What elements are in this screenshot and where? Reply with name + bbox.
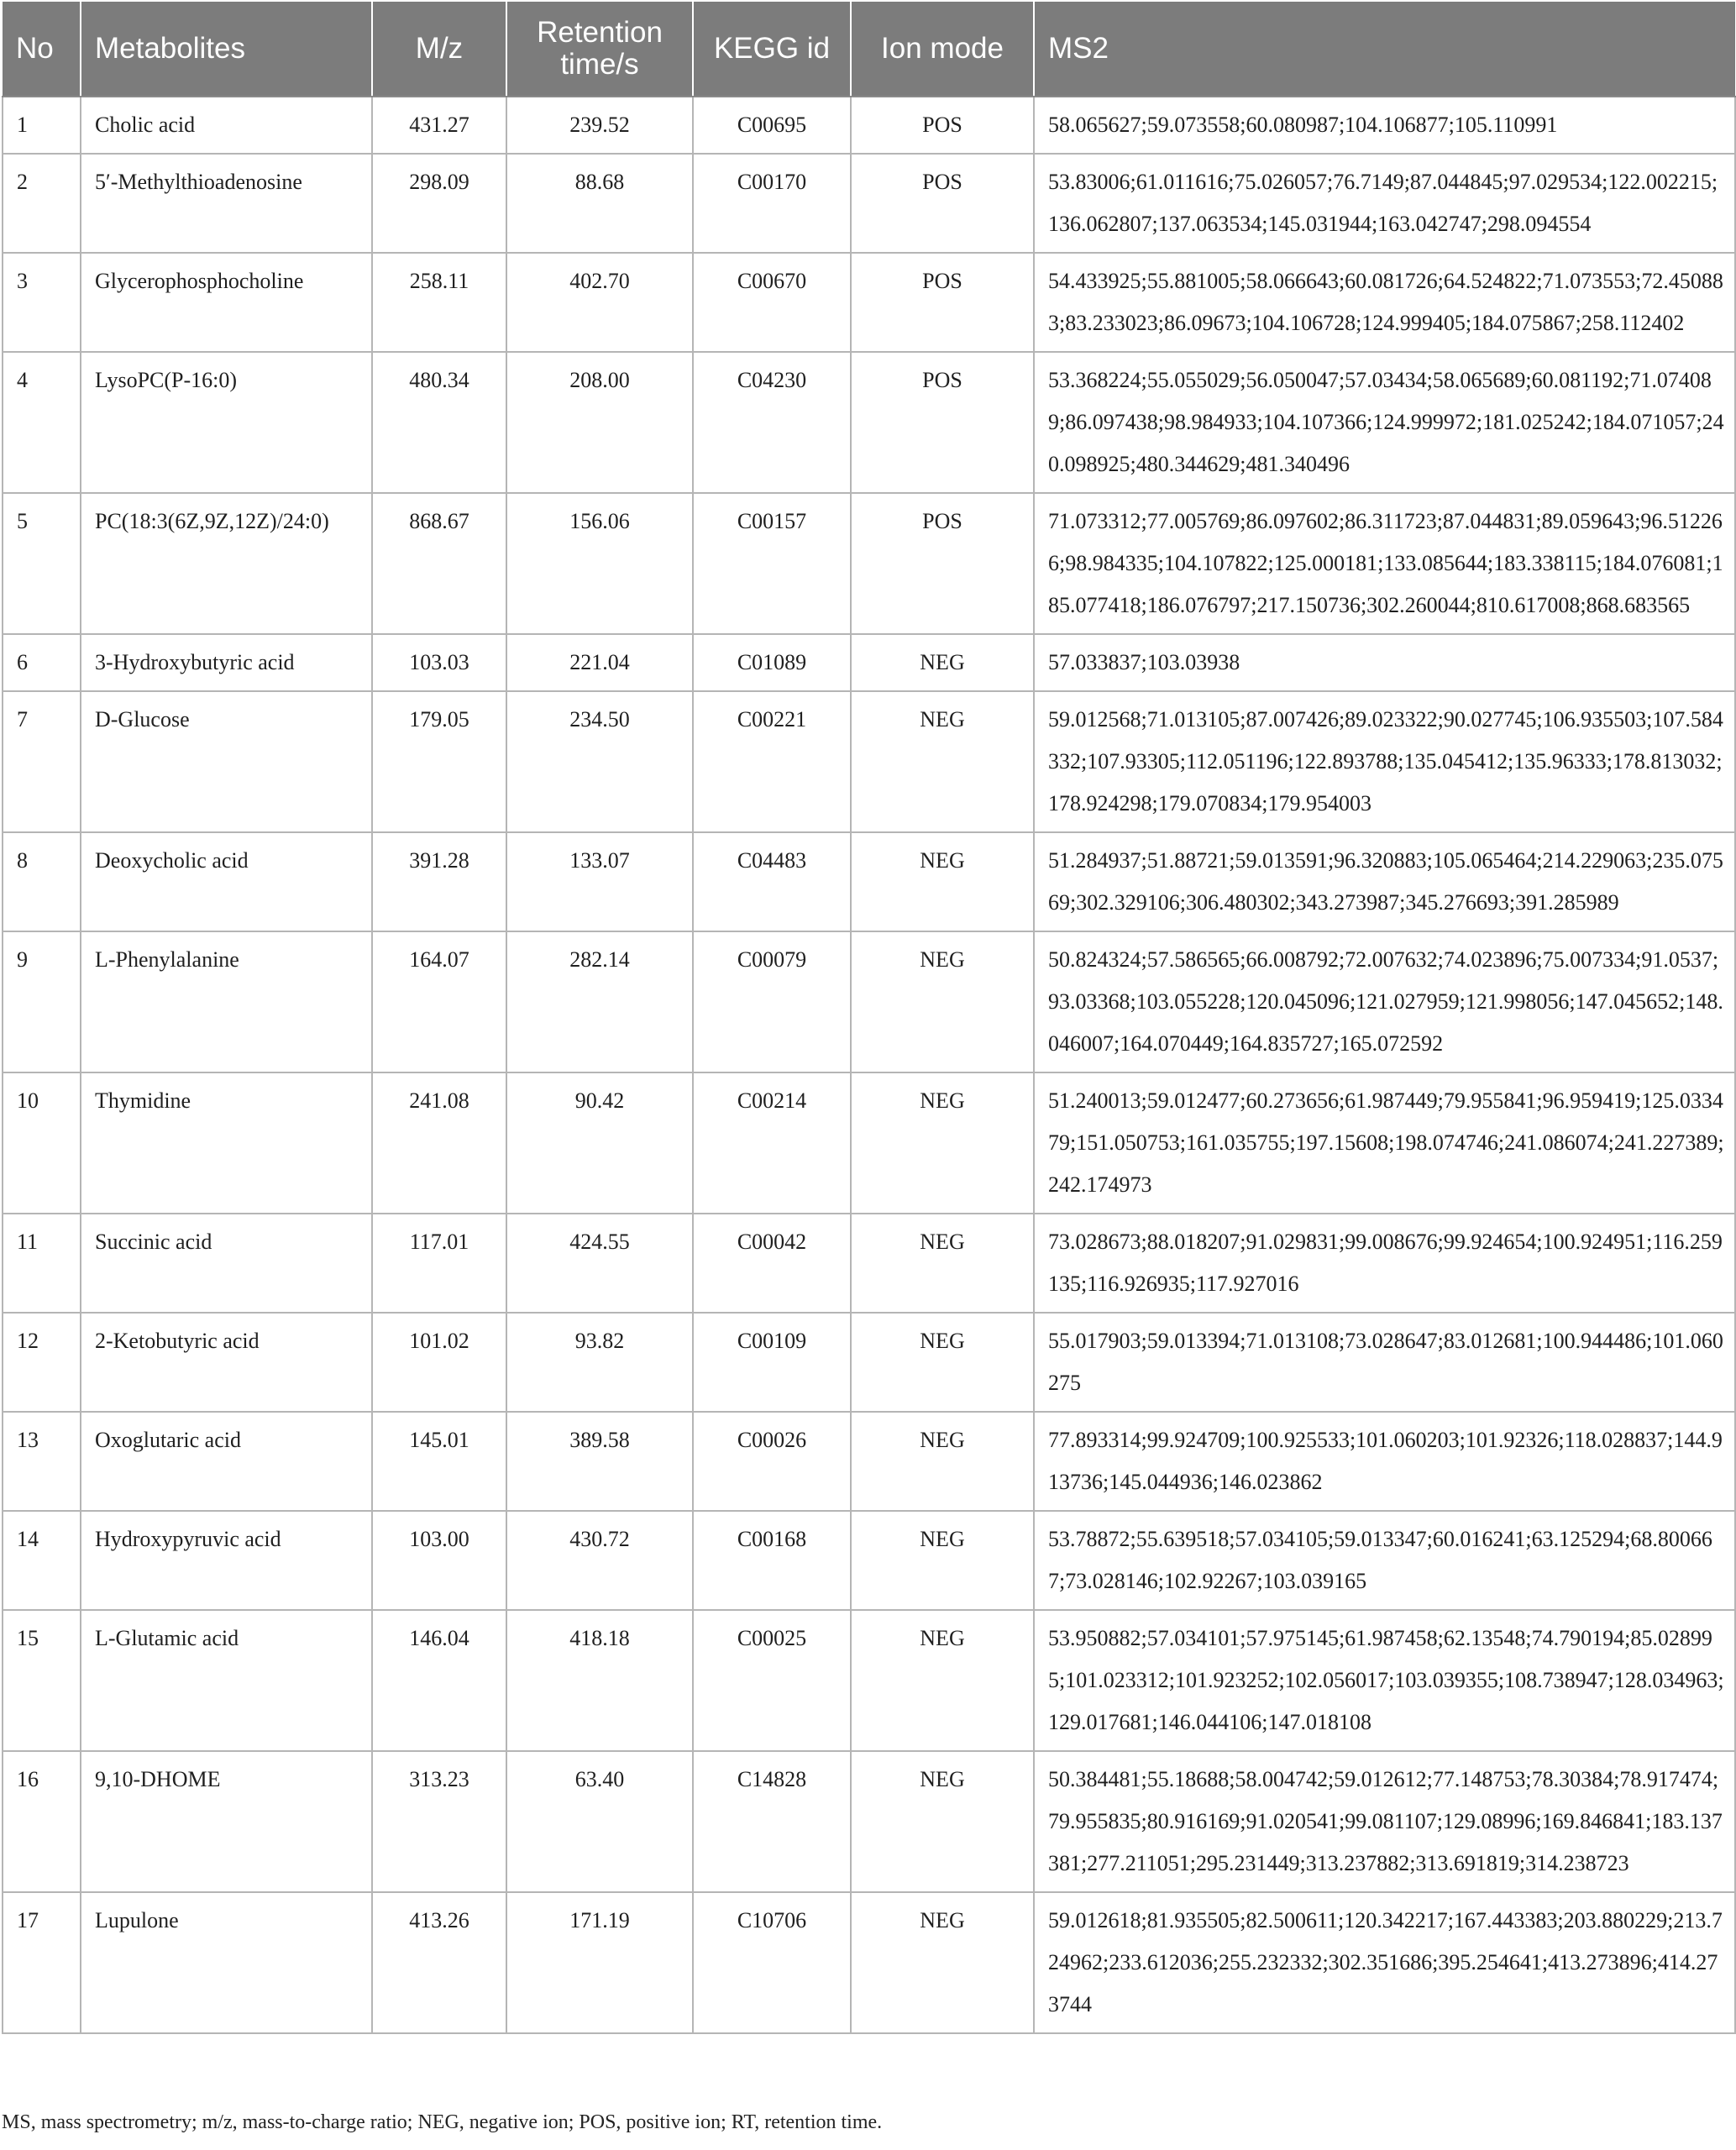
cell-ion-mode: NEG (851, 1412, 1034, 1511)
cell-retention-time: 171.19 (506, 1892, 693, 2033)
cell-no: 8 (3, 832, 81, 931)
cell-metabolite: Succinic acid (81, 1214, 372, 1313)
cell-metabolite: 3-Hydroxybutyric acid (81, 634, 372, 691)
cell-mz: 179.05 (372, 691, 506, 832)
cell-metabolite: Thymidine (81, 1072, 372, 1214)
table-row (3, 97, 1735, 154)
cell-metabolite: L-Phenylalanine (81, 931, 372, 1072)
cell-ion-mode: NEG (851, 832, 1034, 931)
table-body (3, 97, 1735, 2033)
cell-kegg-id: C00214 (693, 1072, 851, 1214)
header-no: No (3, 2, 81, 97)
header-row (3, 2, 1735, 97)
cell-kegg-id: C00109 (693, 1313, 851, 1412)
cell-mz: 241.08 (372, 1072, 506, 1214)
cell-kegg-id: C00670 (693, 253, 851, 352)
table-row (3, 1511, 1735, 1610)
cell-ms2: 59.012568;71.013105;87.007426;89.023322;90.027745;106.935503;107.584332;107.93305;112.051196;122.893788;135.045412;135.96333;178.813032;178.924298;179.070834;179.954003 (1034, 691, 1735, 832)
cell-retention-time: 424.55 (506, 1214, 693, 1313)
cell-metabolite: LysoPC(P-16:0) (81, 352, 372, 493)
cell-no: 7 (3, 691, 81, 832)
cell-retention-time: 133.07 (506, 832, 693, 931)
cell-mz: 313.23 (372, 1751, 506, 1892)
header-ms2: MS2 (1034, 2, 1735, 97)
cell-metabolite: PC(18:3(6Z,9Z,12Z)/24:0) (81, 493, 372, 634)
cell-retention-time: 430.72 (506, 1511, 693, 1610)
table-row (3, 1892, 1735, 2033)
cell-retention-time: 282.14 (506, 931, 693, 1072)
cell-mz: 164.07 (372, 931, 506, 1072)
cell-no: 17 (3, 1892, 81, 2033)
cell-ms2: 77.893314;99.924709;100.925533;101.060203;101.92326;118.028837;144.913736;145.044936;146.023862 (1034, 1412, 1735, 1511)
cell-kegg-id: C00695 (693, 97, 851, 154)
cell-no: 5 (3, 493, 81, 634)
cell-mz: 117.01 (372, 1214, 506, 1313)
cell-ion-mode: NEG (851, 1511, 1034, 1610)
cell-retention-time: 402.70 (506, 253, 693, 352)
cell-metabolite: D-Glucose (81, 691, 372, 832)
cell-mz: 258.11 (372, 253, 506, 352)
cell-kegg-id: C00157 (693, 493, 851, 634)
cell-ms2: 53.368224;55.055029;56.050047;57.03434;58.065689;60.081192;71.074089;86.097438;98.984933;104.107366;124.999972;181.025242;184.071057;240.098925;480.344629;481.340496 (1034, 352, 1735, 493)
cell-ms2: 51.240013;59.012477;60.273656;61.987449;79.955841;96.959419;125.033479;151.050753;161.035755;197.15608;198.074746;241.086074;241.227389;242.174973 (1034, 1072, 1735, 1214)
cell-no: 14 (3, 1511, 81, 1610)
cell-mz: 480.34 (372, 352, 506, 493)
table-row (3, 1610, 1735, 1751)
cell-ion-mode: NEG (851, 1751, 1034, 1892)
cell-ion-mode: NEG (851, 1610, 1034, 1751)
cell-mz: 431.27 (372, 97, 506, 154)
header-mz: M/z (372, 2, 506, 97)
cell-no: 10 (3, 1072, 81, 1214)
table-row (3, 1214, 1735, 1313)
cell-no: 4 (3, 352, 81, 493)
cell-metabolite: 2-Ketobutyric acid (81, 1313, 372, 1412)
cell-mz: 146.04 (372, 1610, 506, 1751)
cell-retention-time: 418.18 (506, 1610, 693, 1751)
cell-metabolite: Oxoglutaric acid (81, 1412, 372, 1511)
cell-metabolite: Glycerophosphocholine (81, 253, 372, 352)
cell-ion-mode: NEG (851, 691, 1034, 832)
table-row (3, 493, 1735, 634)
cell-ion-mode: NEG (851, 1072, 1034, 1214)
cell-mz: 298.09 (372, 154, 506, 253)
cell-mz: 103.03 (372, 634, 506, 691)
cell-ms2: 50.384481;55.18688;58.004742;59.012612;77.148753;78.30384;78.917474;79.955835;80.916169;91.020541;99.081107;129.08996;169.846841;183.137381;277.211051;295.231449;313.237882;313.691819;314.238723 (1034, 1751, 1735, 1892)
cell-metabolite: L-Glutamic acid (81, 1610, 372, 1751)
table-row (3, 352, 1735, 493)
header-retention-time: Retention time/s (506, 2, 693, 97)
cell-ms2: 51.284937;51.88721;59.013591;96.320883;105.065464;214.229063;235.07569;302.329106;306.480302;343.273987;345.276693;391.285989 (1034, 832, 1735, 931)
table-header (3, 2, 1735, 97)
cell-retention-time: 389.58 (506, 1412, 693, 1511)
cell-ion-mode: NEG (851, 1313, 1034, 1412)
cell-no: 12 (3, 1313, 81, 1412)
cell-kegg-id: C00168 (693, 1511, 851, 1610)
cell-no: 1 (3, 97, 81, 154)
cell-no: 6 (3, 634, 81, 691)
cell-ms2: 57.033837;103.03938 (1034, 634, 1735, 691)
cell-kegg-id: C00025 (693, 1610, 851, 1751)
cell-ms2: 59.012618;81.935505;82.500611;120.342217;167.443383;203.880229;213.724962;233.612036;255.232332;302.351686;395.254641;413.273896;414.273744 (1034, 1892, 1735, 2033)
cell-kegg-id: C00042 (693, 1214, 851, 1313)
cell-mz: 145.01 (372, 1412, 506, 1511)
cell-retention-time: 221.04 (506, 634, 693, 691)
cell-metabolite: Deoxycholic acid (81, 832, 372, 931)
cell-ion-mode: POS (851, 253, 1034, 352)
table-row (3, 634, 1735, 691)
cell-no: 3 (3, 253, 81, 352)
cell-ion-mode: NEG (851, 634, 1034, 691)
cell-metabolite: Hydroxypyruvic acid (81, 1511, 372, 1610)
cell-mz: 103.00 (372, 1511, 506, 1610)
cell-retention-time: 90.42 (506, 1072, 693, 1214)
cell-ms2: 71.073312;77.005769;86.097602;86.311723;87.044831;89.059643;96.512266;98.984335;104.107822;125.000181;133.085644;183.338115;184.076081;185.077418;186.076797;217.150736;302.260044;810.617008;868.683565 (1034, 493, 1735, 634)
table-row (3, 1412, 1735, 1511)
header-kegg-id: KEGG id (693, 2, 851, 97)
cell-retention-time: 234.50 (506, 691, 693, 832)
table-row (3, 1751, 1735, 1892)
cell-ion-mode: NEG (851, 1214, 1034, 1313)
cell-no: 13 (3, 1412, 81, 1511)
cell-metabolite: 5′-Methylthioadenosine (81, 154, 372, 253)
cell-kegg-id: C00221 (693, 691, 851, 832)
table-row (3, 691, 1735, 832)
table-row (3, 154, 1735, 253)
cell-kegg-id: C00170 (693, 154, 851, 253)
cell-no: 9 (3, 931, 81, 1072)
table-row (3, 931, 1735, 1072)
cell-ms2: 53.78872;55.639518;57.034105;59.013347;60.016241;63.125294;68.800667;73.028146;102.92267;103.039165 (1034, 1511, 1735, 1610)
cell-kegg-id: C04483 (693, 832, 851, 931)
cell-retention-time: 88.68 (506, 154, 693, 253)
header-ion-mode: Ion mode (851, 2, 1034, 97)
cell-ms2: 55.017903;59.013394;71.013108;73.028647;83.012681;100.944486;101.060275 (1034, 1313, 1735, 1412)
cell-no: 15 (3, 1610, 81, 1751)
cell-retention-time: 63.40 (506, 1751, 693, 1892)
cell-ion-mode: POS (851, 493, 1034, 634)
cell-kegg-id: C01089 (693, 634, 851, 691)
cell-mz: 101.02 (372, 1313, 506, 1412)
cell-kegg-id: C10706 (693, 1892, 851, 2033)
cell-no: 2 (3, 154, 81, 253)
cell-no: 11 (3, 1214, 81, 1313)
cell-ms2: 73.028673;88.018207;91.029831;99.008676;99.924654;100.924951;116.259135;116.926935;117.927016 (1034, 1214, 1735, 1313)
cell-mz: 391.28 (372, 832, 506, 931)
cell-ion-mode: POS (851, 97, 1034, 154)
cell-ms2: 50.824324;57.586565;66.008792;72.007632;74.023896;75.007334;91.0537;93.03368;103.055228;120.045096;121.027959;121.998056;147.045652;148.046007;164.070449;164.835727;165.072592 (1034, 931, 1735, 1072)
table-row (3, 253, 1735, 352)
cell-retention-time: 93.82 (506, 1313, 693, 1412)
cell-kegg-id: C14828 (693, 1751, 851, 1892)
cell-ms2: 58.065627;59.073558;60.080987;104.106877;105.110991 (1034, 97, 1735, 154)
cell-metabolite: Lupulone (81, 1892, 372, 2033)
cell-kegg-id: C00026 (693, 1412, 851, 1511)
cell-mz: 868.67 (372, 493, 506, 634)
cell-kegg-id: C00079 (693, 931, 851, 1072)
cell-ms2: 54.433925;55.881005;58.066643;60.081726;64.524822;71.073553;72.450883;83.233023;86.09673;104.106728;124.999405;184.075867;258.112402 (1034, 253, 1735, 352)
table-footnote: MS, mass spectrometry; m/z, mass-to-charge ratio; NEG, negative ion; POS, positive ion; RT, retention time. (2, 2111, 883, 2133)
cell-ion-mode: POS (851, 352, 1034, 493)
cell-ion-mode: NEG (851, 1892, 1034, 2033)
cell-retention-time: 156.06 (506, 493, 693, 634)
cell-ion-mode: POS (851, 154, 1034, 253)
cell-no: 16 (3, 1751, 81, 1892)
cell-mz: 413.26 (372, 1892, 506, 2033)
cell-kegg-id: C04230 (693, 352, 851, 493)
cell-retention-time: 239.52 (506, 97, 693, 154)
table-row (3, 832, 1735, 931)
metabolites-table (2, 2, 1736, 2034)
cell-ms2: 53.950882;57.034101;57.975145;61.987458;62.13548;74.790194;85.028995;101.023312;101.923252;102.056017;103.039355;108.738947;128.034963;129.017681;146.044106;147.018108 (1034, 1610, 1735, 1751)
cell-ion-mode: NEG (851, 931, 1034, 1072)
header-metabolites: Metabolites (81, 2, 372, 97)
table-row (3, 1072, 1735, 1214)
cell-metabolite: Cholic acid (81, 97, 372, 154)
cell-ms2: 53.83006;61.011616;75.026057;76.7149;87.044845;97.029534;122.002215;136.062807;137.063534;145.031944;163.042747;298.094554 (1034, 154, 1735, 253)
cell-retention-time: 208.00 (506, 352, 693, 493)
table-row (3, 1313, 1735, 1412)
cell-metabolite: 9,10-DHOME (81, 1751, 372, 1892)
